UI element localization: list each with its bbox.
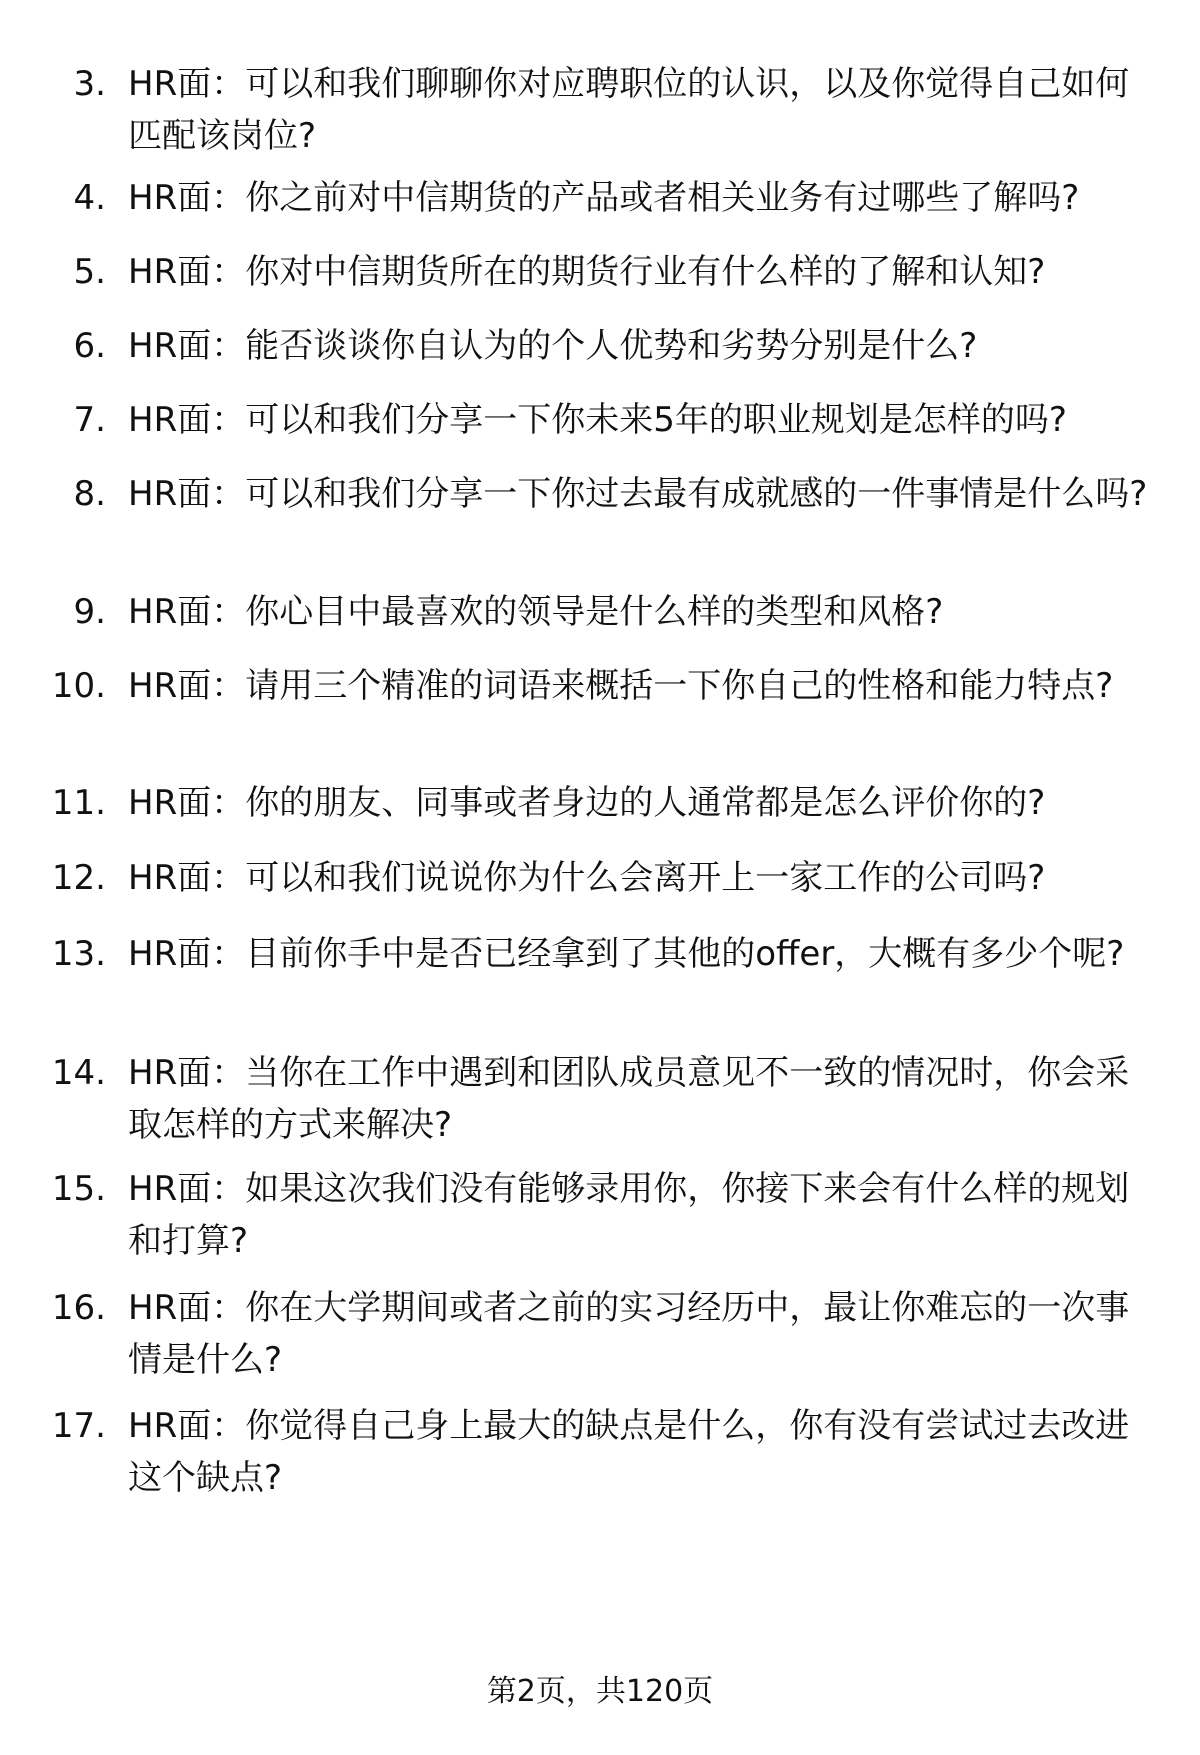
item-number: 16. [51, 1288, 106, 1328]
item-number: 7. [73, 400, 106, 440]
item-number: 9. [73, 592, 106, 632]
item-number: 10. [51, 666, 106, 706]
item-text: HR面：可以和我们分享一下你过去最有成就感的一件事情是什么吗? [128, 474, 1148, 514]
item-text: HR面：如果这次我们没有能够录用你，你接下来会有什么样的规划和打算? [128, 1169, 1130, 1261]
item-text: HR面：可以和我们聊聊你对应聘职位的认识，以及你觉得自己如何匹配该岗位? [128, 64, 1130, 156]
item-text: HR面：你对中信期货所在的期货行业有什么样的了解和认知? [128, 252, 1046, 292]
item-text: HR面：你在大学期间或者之前的实习经历中，最让你难忘的一次事情是什么? [128, 1288, 1130, 1380]
item-number: 6. [73, 326, 106, 366]
item-text: HR面：当你在工作中遇到和团队成员意见不一致的情况时，你会采取怎样的方式来解决? [128, 1053, 1130, 1145]
item-text: HR面：请用三个精准的词语来概括一下你自己的性格和能力特点? [128, 666, 1114, 706]
item-text: HR面：目前你手中是否已经拿到了其他的offer，大概有多少个呢? [128, 934, 1125, 974]
item-number: 14. [51, 1053, 106, 1093]
item-text: HR面：你的朋友、同事或者身边的人通常都是怎么评价你的? [128, 783, 1046, 823]
item-number: 8. [73, 474, 106, 514]
item-number: 3. [73, 64, 106, 104]
item-number: 5. [73, 252, 106, 292]
item-number: 17. [51, 1406, 106, 1446]
item-text: HR面：你心目中最喜欢的领导是什么样的类型和风格? [128, 592, 944, 632]
item-text: HR面：你觉得自己身上最大的缺点是什么，你有没有尝试过去改进这个缺点? [128, 1406, 1130, 1498]
item-number: 13. [51, 934, 106, 974]
item-text: HR面：可以和我们分享一下你未来5年的职业规划是怎样的吗? [128, 400, 1067, 440]
item-number: 11. [51, 783, 106, 823]
item-text: HR面：能否谈谈你自认为的个人优势和劣势分别是什么? [128, 326, 978, 366]
item-number: 4. [73, 178, 106, 218]
item-number: 15. [51, 1169, 106, 1209]
item-text: HR面：可以和我们说说你为什么会离开上一家工作的公司吗? [128, 858, 1046, 898]
item-text: HR面：你之前对中信期货的产品或者相关业务有过哪些了解吗? [128, 178, 1080, 218]
page-footer: 第2页，共120页 [486, 1674, 714, 1709]
item-number: 12. [51, 858, 106, 898]
